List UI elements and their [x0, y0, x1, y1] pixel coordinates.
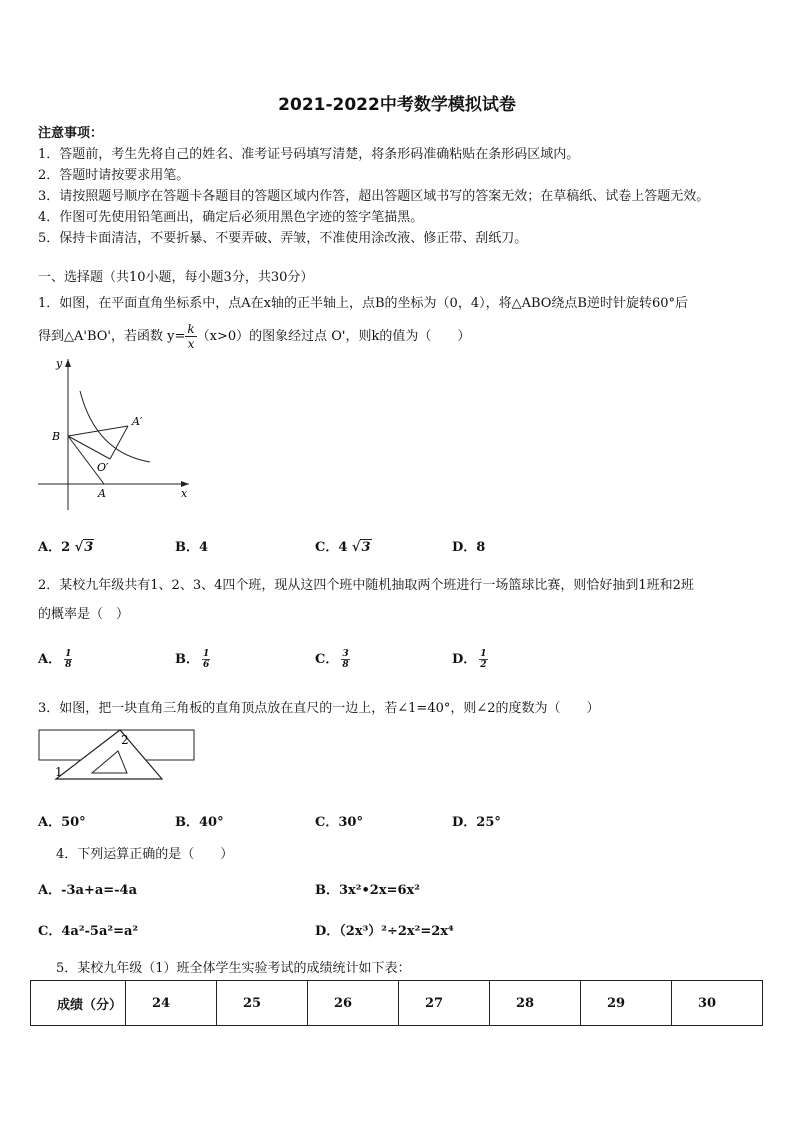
q1-coordinate-figure: [34, 355, 204, 515]
q4-option-a: A．-3a+a=-4a: [38, 883, 138, 898]
q2-option-a-fraction: [64, 649, 72, 670]
q3-option-c: C．30°: [315, 815, 363, 830]
page-title: 2021-2022中考数学模拟试卷: [278, 95, 516, 115]
q4-stem: 4．下列运算正确的是（ ）: [56, 847, 234, 862]
q2-option-d-label: D．: [452, 652, 477, 667]
fraction-num: 1: [65, 649, 72, 659]
segment-BA: [68, 436, 104, 484]
q1-option-a-radicand: 3: [84, 540, 94, 555]
q1-option-a: A．2 √3: [38, 540, 94, 555]
q1-option-c: C．4 √3: [315, 540, 371, 555]
q1-stem-pre: 得到△A'BO'，若函数 y=: [38, 329, 186, 344]
point-A-label: A: [98, 487, 106, 500]
fraction-num: 1: [203, 649, 210, 659]
fraction-den: 8: [342, 660, 349, 670]
notice-heading: 注意事项：: [38, 126, 104, 141]
point-B-label: B: [52, 430, 61, 443]
segment-BO-prime: [68, 436, 110, 459]
notice-item: 4．作图可先使用铅笔画出，确定后必须用黑色字迹的签字笔描黑。: [38, 210, 424, 225]
notice-item: 2．答题时请按要求用笔。: [38, 168, 190, 183]
table-cell: 30: [672, 981, 763, 1026]
q1-fraction-den: x: [187, 337, 195, 351]
q1-option-a-label: A．2: [38, 540, 71, 555]
angle-2-label: 2: [121, 733, 129, 747]
q3-option-b: B．40°: [175, 815, 224, 830]
q2-option-c-fraction: [341, 649, 349, 670]
q1-fraction-num: k: [187, 322, 195, 336]
q5-stem: 5．某校九年级（1）班全体学生实验考试的成绩统计如下表：: [56, 961, 411, 976]
q2-option-b: [175, 648, 210, 670]
y-axis-label: y: [56, 357, 63, 370]
notice-item: 3．请按照题号顺序在答题卡各题目的答题区域内作答，超出答题区域书写的答案无效；在草稿纸、试卷上答题无效。: [38, 189, 710, 204]
fraction-den: 8: [65, 660, 72, 670]
fraction-den: 6: [203, 660, 210, 670]
x-axis-label: x: [181, 487, 188, 500]
notice-item: 5．保持卡面清洁，不要折暴、不要弄破、弄皱，不准使用涂改液、修正带、刮纸刀。: [38, 231, 528, 246]
q3-stem: 3．如图，把一块直角三角板的直角顶点放在直尺的一边上，若∠1=40°，则∠2的度数为（ ）: [38, 701, 600, 716]
table-cell: 27: [399, 981, 490, 1026]
q1-option-b: B．4: [175, 540, 209, 555]
q2-stem-line1: 2．某校九年级共有1、2、3、4四个班，现从这四个班中随机抽取两个班进行一场篮球比赛，则恰好抽到1班和2班: [38, 578, 694, 593]
q1-option-d: D．8: [452, 540, 486, 555]
q1-fraction: [185, 322, 196, 351]
q2-option-c: [315, 648, 350, 670]
fraction-num: 3: [342, 649, 349, 659]
section-heading: 一、选择题（共10小题，每小题3分，共30分）: [38, 270, 314, 285]
q1-stem-line1: 1．如图，在平面直角坐标系中，点A在x轴的正半轴上，点B的坐标为（0，4），将△ABO绕点B逆时针旋转60°后: [38, 296, 689, 311]
segment-BA-prime: [68, 426, 128, 436]
q2-stem-line2: 的概率是（ ）: [38, 607, 130, 622]
q2-option-b-fraction: [202, 649, 210, 670]
q4-option-c: C．4a²-5a²=a²: [38, 924, 139, 939]
q3-option-d: D．25°: [452, 815, 501, 830]
q2-option-a: [38, 648, 72, 670]
q4-option-d: D．（2x³）²÷2x²=2x⁴: [315, 924, 454, 939]
q2-option-a-label: A．: [38, 652, 62, 667]
q3-option-a: A．50°: [38, 815, 86, 830]
q1-stem-line2: [38, 322, 470, 351]
table-cell: 25: [217, 981, 308, 1026]
q2-option-c-label: C．: [315, 652, 339, 667]
angle-1-label: 1: [55, 765, 63, 779]
fraction-num: 1: [480, 649, 487, 659]
q1-option-c-radicand: 3: [361, 540, 371, 555]
q4-option-b: B．3x²•2x=6x²: [315, 883, 420, 898]
table-cell: 28: [490, 981, 581, 1026]
q3-ruler-triangle-figure: [36, 727, 198, 785]
table-header-cell: 成绩（分）: [31, 981, 126, 1026]
table-row: [31, 981, 763, 1026]
q1-stem-post: （x>0）的图象经过点 O'，则k的值为（ ）: [196, 329, 471, 344]
q2-option-d: [452, 648, 488, 670]
q2-option-d-fraction: [479, 649, 487, 670]
point-O-prime-label: O′: [97, 461, 109, 474]
point-A-prime-label: A′: [132, 415, 143, 428]
notice-item: 1．答题前，考生先将自己的姓名、准考证号码填写清楚，将条形码准确粘贴在条形码区域内。: [38, 147, 580, 162]
q2-option-b-label: B．: [175, 652, 199, 667]
table-cell: 26: [308, 981, 399, 1026]
table-cell: 24: [126, 981, 217, 1026]
y-axis-arrow: [65, 359, 71, 367]
score-table: [30, 980, 763, 1026]
table-cell: 29: [581, 981, 672, 1026]
fraction-den: 2: [480, 660, 487, 670]
q1-option-c-label: C．4: [315, 540, 348, 555]
